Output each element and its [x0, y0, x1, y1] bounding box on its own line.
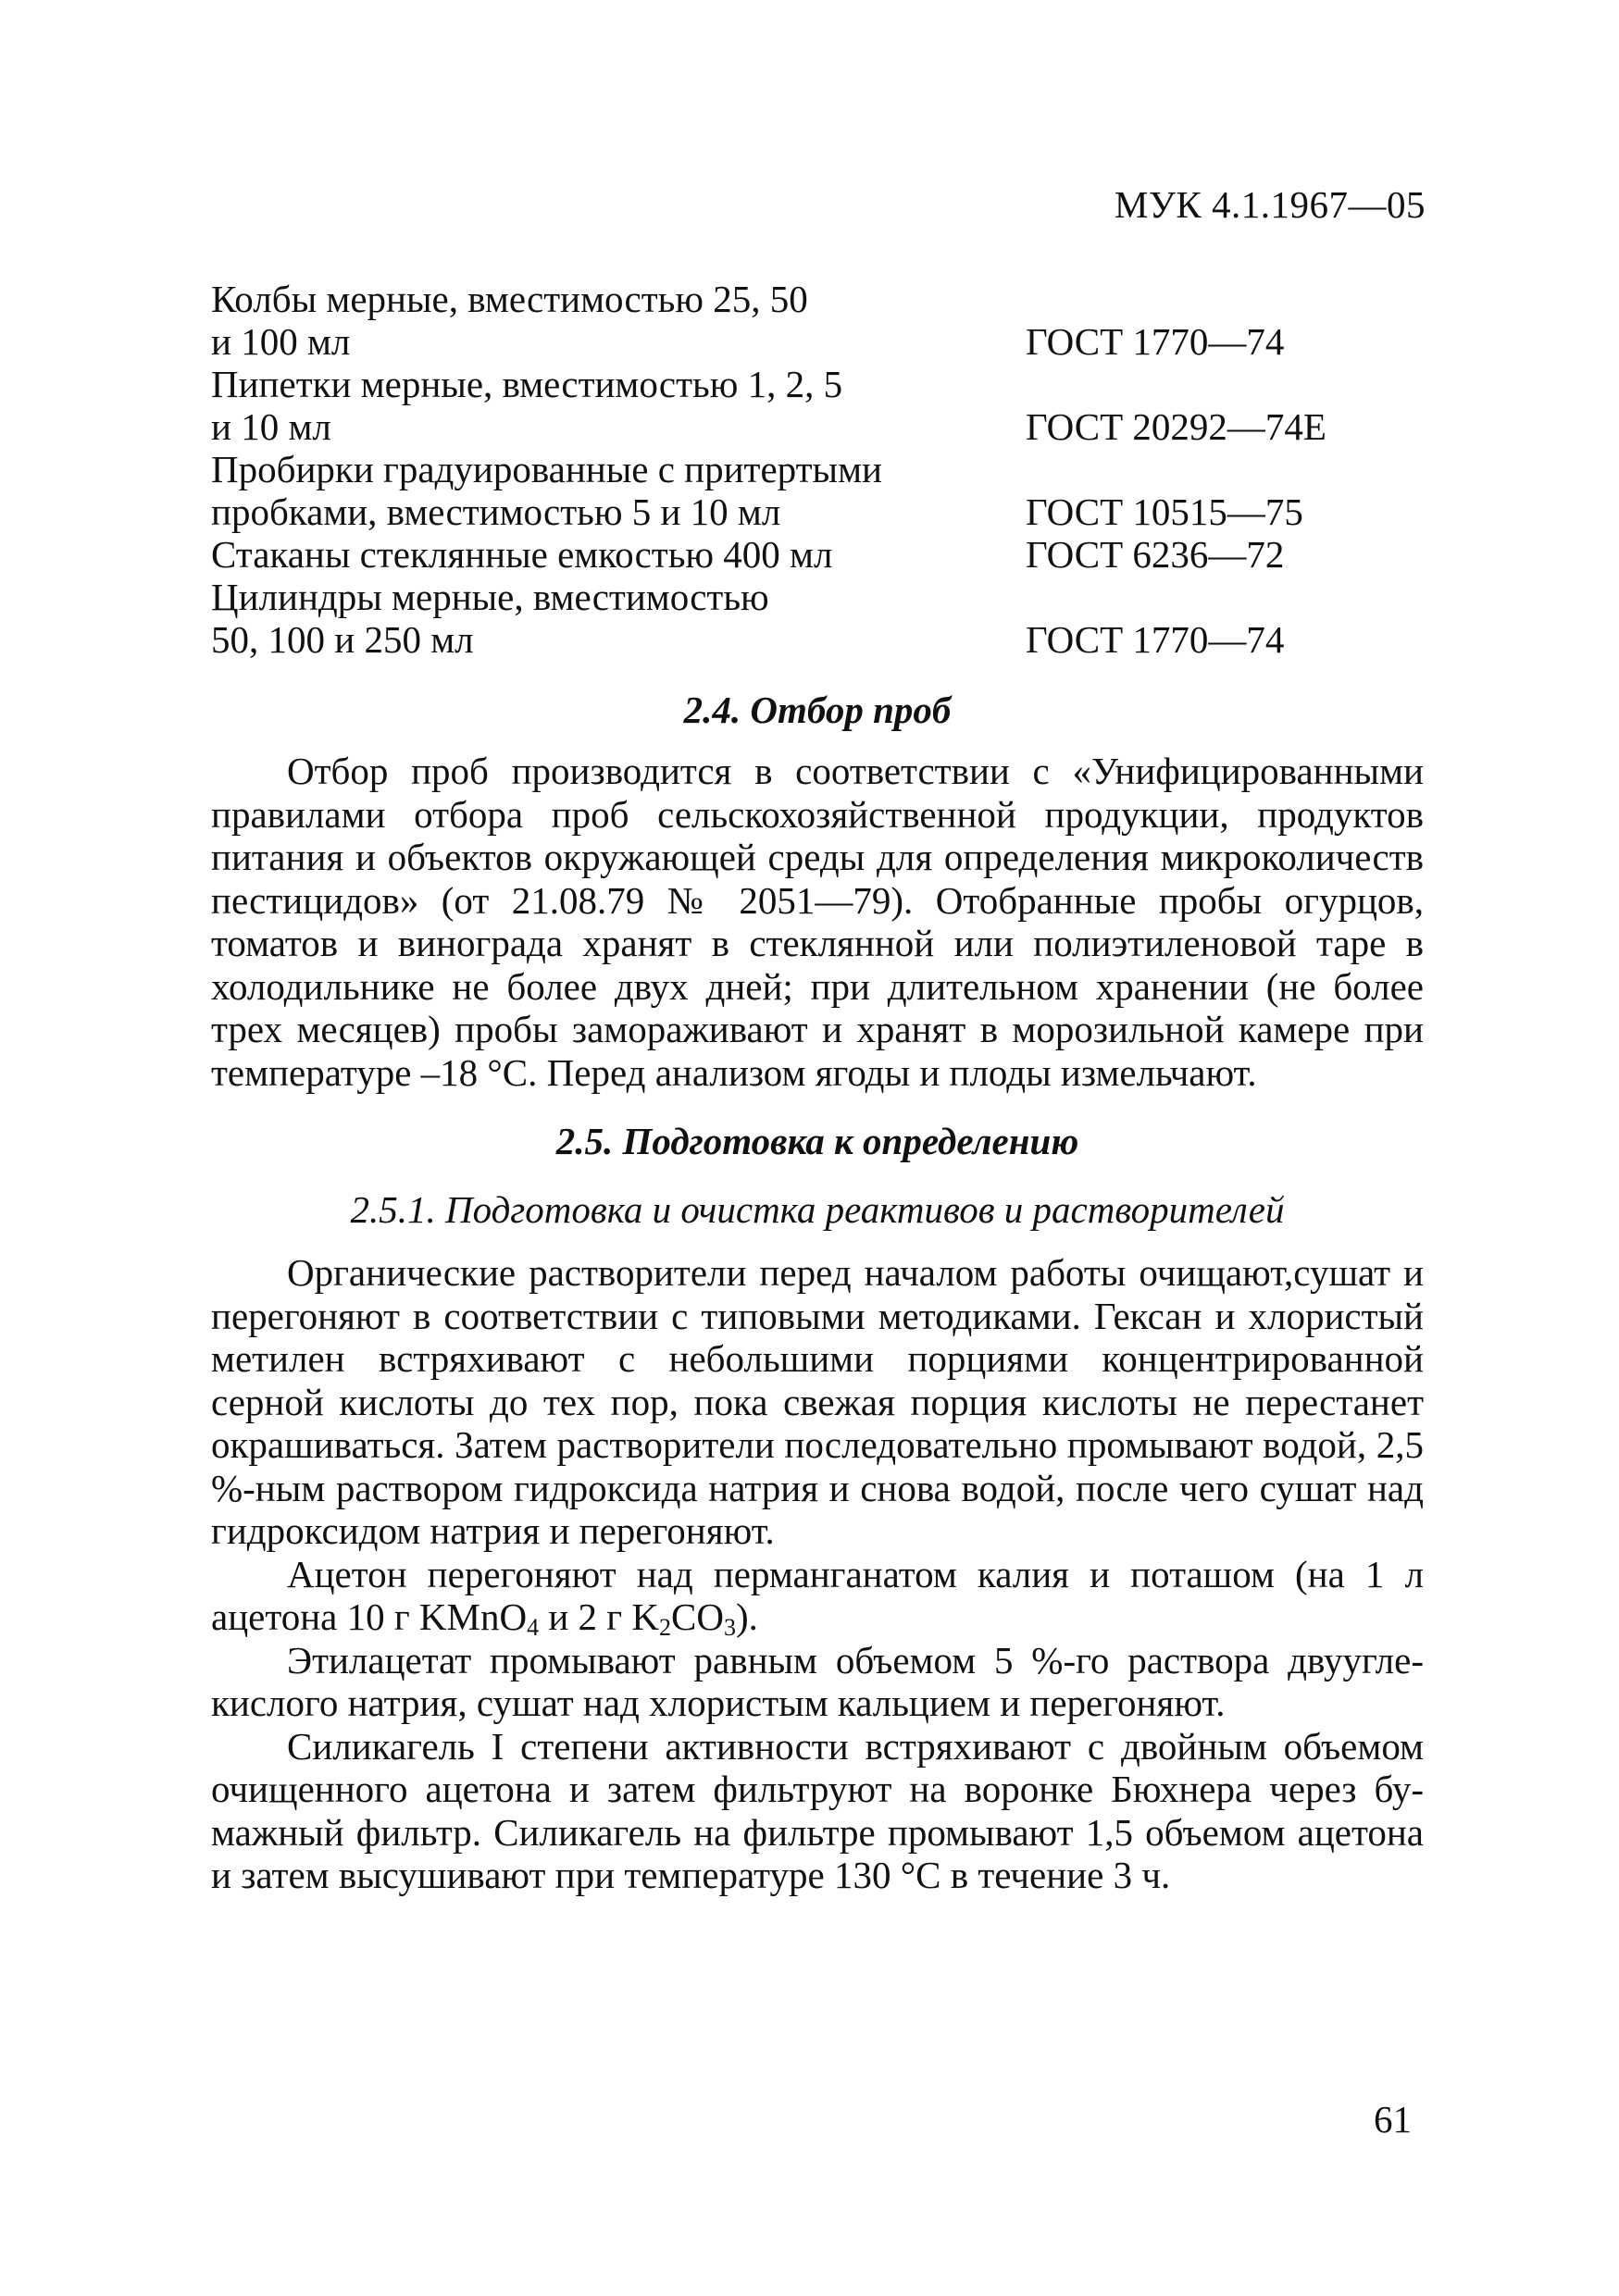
subsection-title-reagents: 2.5.1. Подготовка и очистка реактивов и растворителей — [350, 1188, 1285, 1231]
equipment-item — [211, 448, 1433, 533]
equipment-item — [211, 533, 1433, 576]
section-title-preparation: 2.5. Подготовка к определению — [555, 1120, 1079, 1162]
equipment-item-name: Цилиндры мерные, вместимостью 50, 100 и 250 мл — [211, 576, 769, 661]
equipment-item — [211, 278, 1433, 363]
equipment-item-name: Колбы мерные, вместимостью 25, 50 и 100 мл — [211, 278, 808, 363]
equipment-item-name: Стаканы стеклянные емкостью 400 мл — [211, 533, 833, 576]
equipment-item-standard: ГОСТ 10515—75 — [1026, 490, 1303, 533]
sampling-paragraph: Отбор проб производится в соответствии с «Унифицированными правилами отбора проб сельскохозяйственной продукции, продуктов питания и объектов окружающей среды для определения микроколичеств пестицидов» (от 21.08.79 № 2051—79). Отобранные пробы огурцов, томатов и винограда хранят в стеклянной или полиэтиленовой таре в холодильнике не более двух дней; при длительном хранении (не более трех месяцев) пробы замораживают и хранят в морозильной камере при температуре –18 °С. Перед анализом ягоды и плоды измельчают. — [211, 750, 1424, 1094]
main-content — [211, 689, 1424, 1897]
subscript: 4 — [527, 1614, 540, 1641]
equipment-item-standard: ГОСТ 6236—72 — [1026, 533, 1285, 576]
equipment-list — [211, 278, 1433, 661]
subscript: 3 — [723, 1614, 736, 1641]
equipment-item-standard: ГОСТ 1770—74 — [1026, 618, 1285, 661]
acetone-paragraph — [211, 1553, 1424, 1639]
subscript: 2 — [658, 1614, 671, 1641]
section-title-sampling: 2.4. Отбор проб — [683, 689, 952, 731]
acetone-text: CO — [670, 1595, 724, 1638]
equipment-item — [211, 576, 1433, 661]
acetone-text: и 2 г K — [539, 1595, 659, 1638]
acetone-text: Ацетон перегоняют над перманганатом калия и поташом (на 1 л ацетона 10 г KMnO — [211, 1552, 1424, 1638]
document-code-header: МУК 4.1.1967—05 — [1114, 183, 1426, 226]
equipment-item — [211, 363, 1433, 448]
silica-gel-paragraph: Силикагель I степени активности встряхивают с двойным объемом очищенного ацетона и затем фильтруют на воронке Бюхнера через бумажный фильтр. Силикагель на фильтре промывают 1,5 объемом ацетона и затем высушивают при температуре 130 °С в течение 3 ч. — [211, 1724, 1424, 1896]
acetone-text: ). — [735, 1595, 758, 1638]
equipment-item-name: Пробирки градуированные с притертыми пробками, вместимостью 5 и 10 мл — [211, 448, 882, 533]
ethyl-acetate-paragraph: Этилацетат промывают равным объемом 5 %-го раствора двууглекислого натрия, сушат над хлористым кальцием и перегоняют. — [211, 1638, 1424, 1724]
equipment-item-name: Пипетки мерные, вместимостью 1, 2, 5 и 10 мл — [211, 363, 843, 448]
equipment-item-standard: ГОСТ 20292—74Е — [1026, 405, 1326, 448]
equipment-item-standard: ГОСТ 1770—74 — [1026, 320, 1285, 363]
page-number: 61 — [1374, 2098, 1412, 2141]
solvents-paragraph: Органические растворители перед началом работы очищают,сушат и перегоняют в соответствии с типовыми методиками. Гексан и хлористый метилен встряхивают с небольшими порциями концентрированной серной кислоты до тех пор, пока свежая порция кислоты не перестанет окрашиваться. Затем растворители последовательно промывают водой, 2,5 %-ным раствором гидроксида натрия и снова водой, после чего сушат над гидроксидом натрия и перегоняют. — [211, 1251, 1424, 1552]
